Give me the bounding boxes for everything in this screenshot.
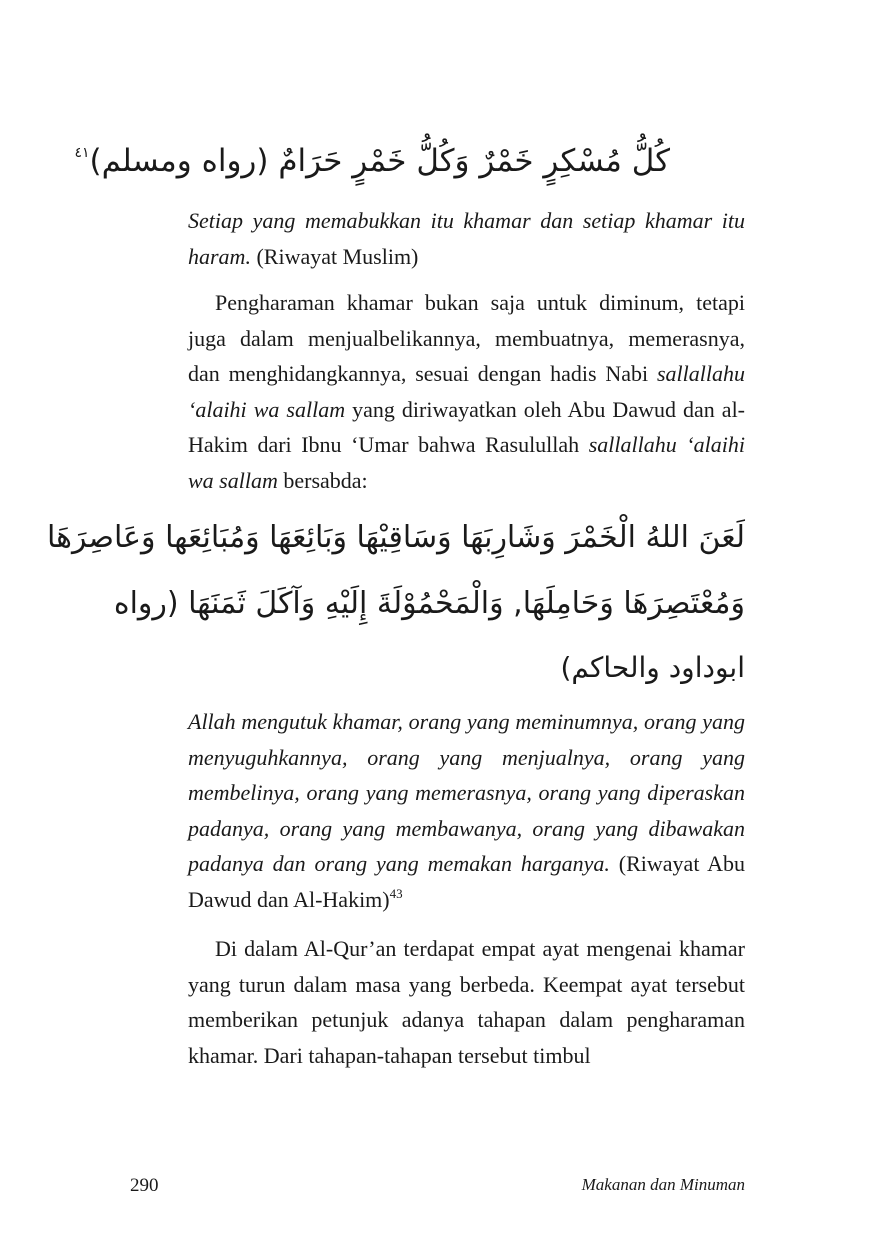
paragraph-1-salawat-1: sallallahu ‘alaihi wa sallam xyxy=(188,361,745,422)
translation-1-source: (Riwayat Muslim) xyxy=(256,243,419,269)
translation-1 xyxy=(188,203,745,274)
hadith-2-line-2: وَمُعْتَصِرَهَا وَحَامِلَهَا, وَالْمَحْمُوْلَةَ إِلَيْهِ وَآكَلَ ثَمَنَهَا (رواه xyxy=(113,586,745,621)
footnote-43: 43 xyxy=(389,885,403,901)
paragraph-2-text: Di dalam Al-Qur’an terdapat empat ayat mengenai khamar yang turun dalam masa yang berbeda. Keempat ayat tersebut memberikan petunjuk adanya tahapan dalam pengharaman khamar. Dari tahapan-tahapan tersebut timbul xyxy=(188,936,745,1068)
translation-2-text: Allah mengutuk khamar, orang yang meminumnya, orang yang menyuguhkannya, orang yang menjualnya, orang yang membelinya, orang yang memerasnya, orang yang diperaskan padanya, orang yang membawanya, orang yang dibawakan padanya dan orang yang memakan harganya. xyxy=(188,709,745,876)
hadith-2-line-3: ابوداود والحاكم) xyxy=(560,651,745,684)
hadith-1-arabic xyxy=(74,128,670,186)
paragraph-1-salawat-2: sallallahu ‘alaihi wa sallam xyxy=(188,432,745,493)
translation-1-text: Setiap yang memabukkan itu khamar dan setiap khamar itu haram. xyxy=(188,208,745,269)
paragraph-1-part-1: Pengharaman khamar bukan saja untuk diminum, tetapi juga dalam menjualbelikannya, membuatnya, memerasnya, dan menghidangkannya, sesuai dengan hadis Nabi xyxy=(188,290,745,386)
running-title: Makanan dan Minuman xyxy=(581,1175,745,1194)
hadith-1-text: كُلُّ مُسْكِرٍ خَمْرٌ وَكُلُّ خَمْرٍ حَرَامٌ (رواه ومسلم) xyxy=(89,143,670,179)
paragraph-2 xyxy=(188,931,745,1073)
hadith-2-line-1: لَعَنَ اللهُ الْخَمْرَ وَشَارِبَهَا وَسَاقِيْهَا وَبَائِعَهَا وَمُبَائِعَها وَعَاصِرَهَا xyxy=(47,520,745,555)
translation-2 xyxy=(188,704,745,917)
paragraph-1-part-3: bersabda: xyxy=(277,467,368,493)
footnote-marker-41: ٤١ xyxy=(74,145,90,161)
translation-2-source: (Riwayat Abu Dawud dan Al-Hakim) xyxy=(188,851,746,912)
paragraph-1 xyxy=(188,285,745,498)
page-number: 290 xyxy=(130,1175,159,1196)
paragraph-1-part-2: yang diriwayatkan oleh Abu Dawud dan al-Hakim dari Ibnu ‘Umar bahwa Rasulullah xyxy=(188,396,746,457)
